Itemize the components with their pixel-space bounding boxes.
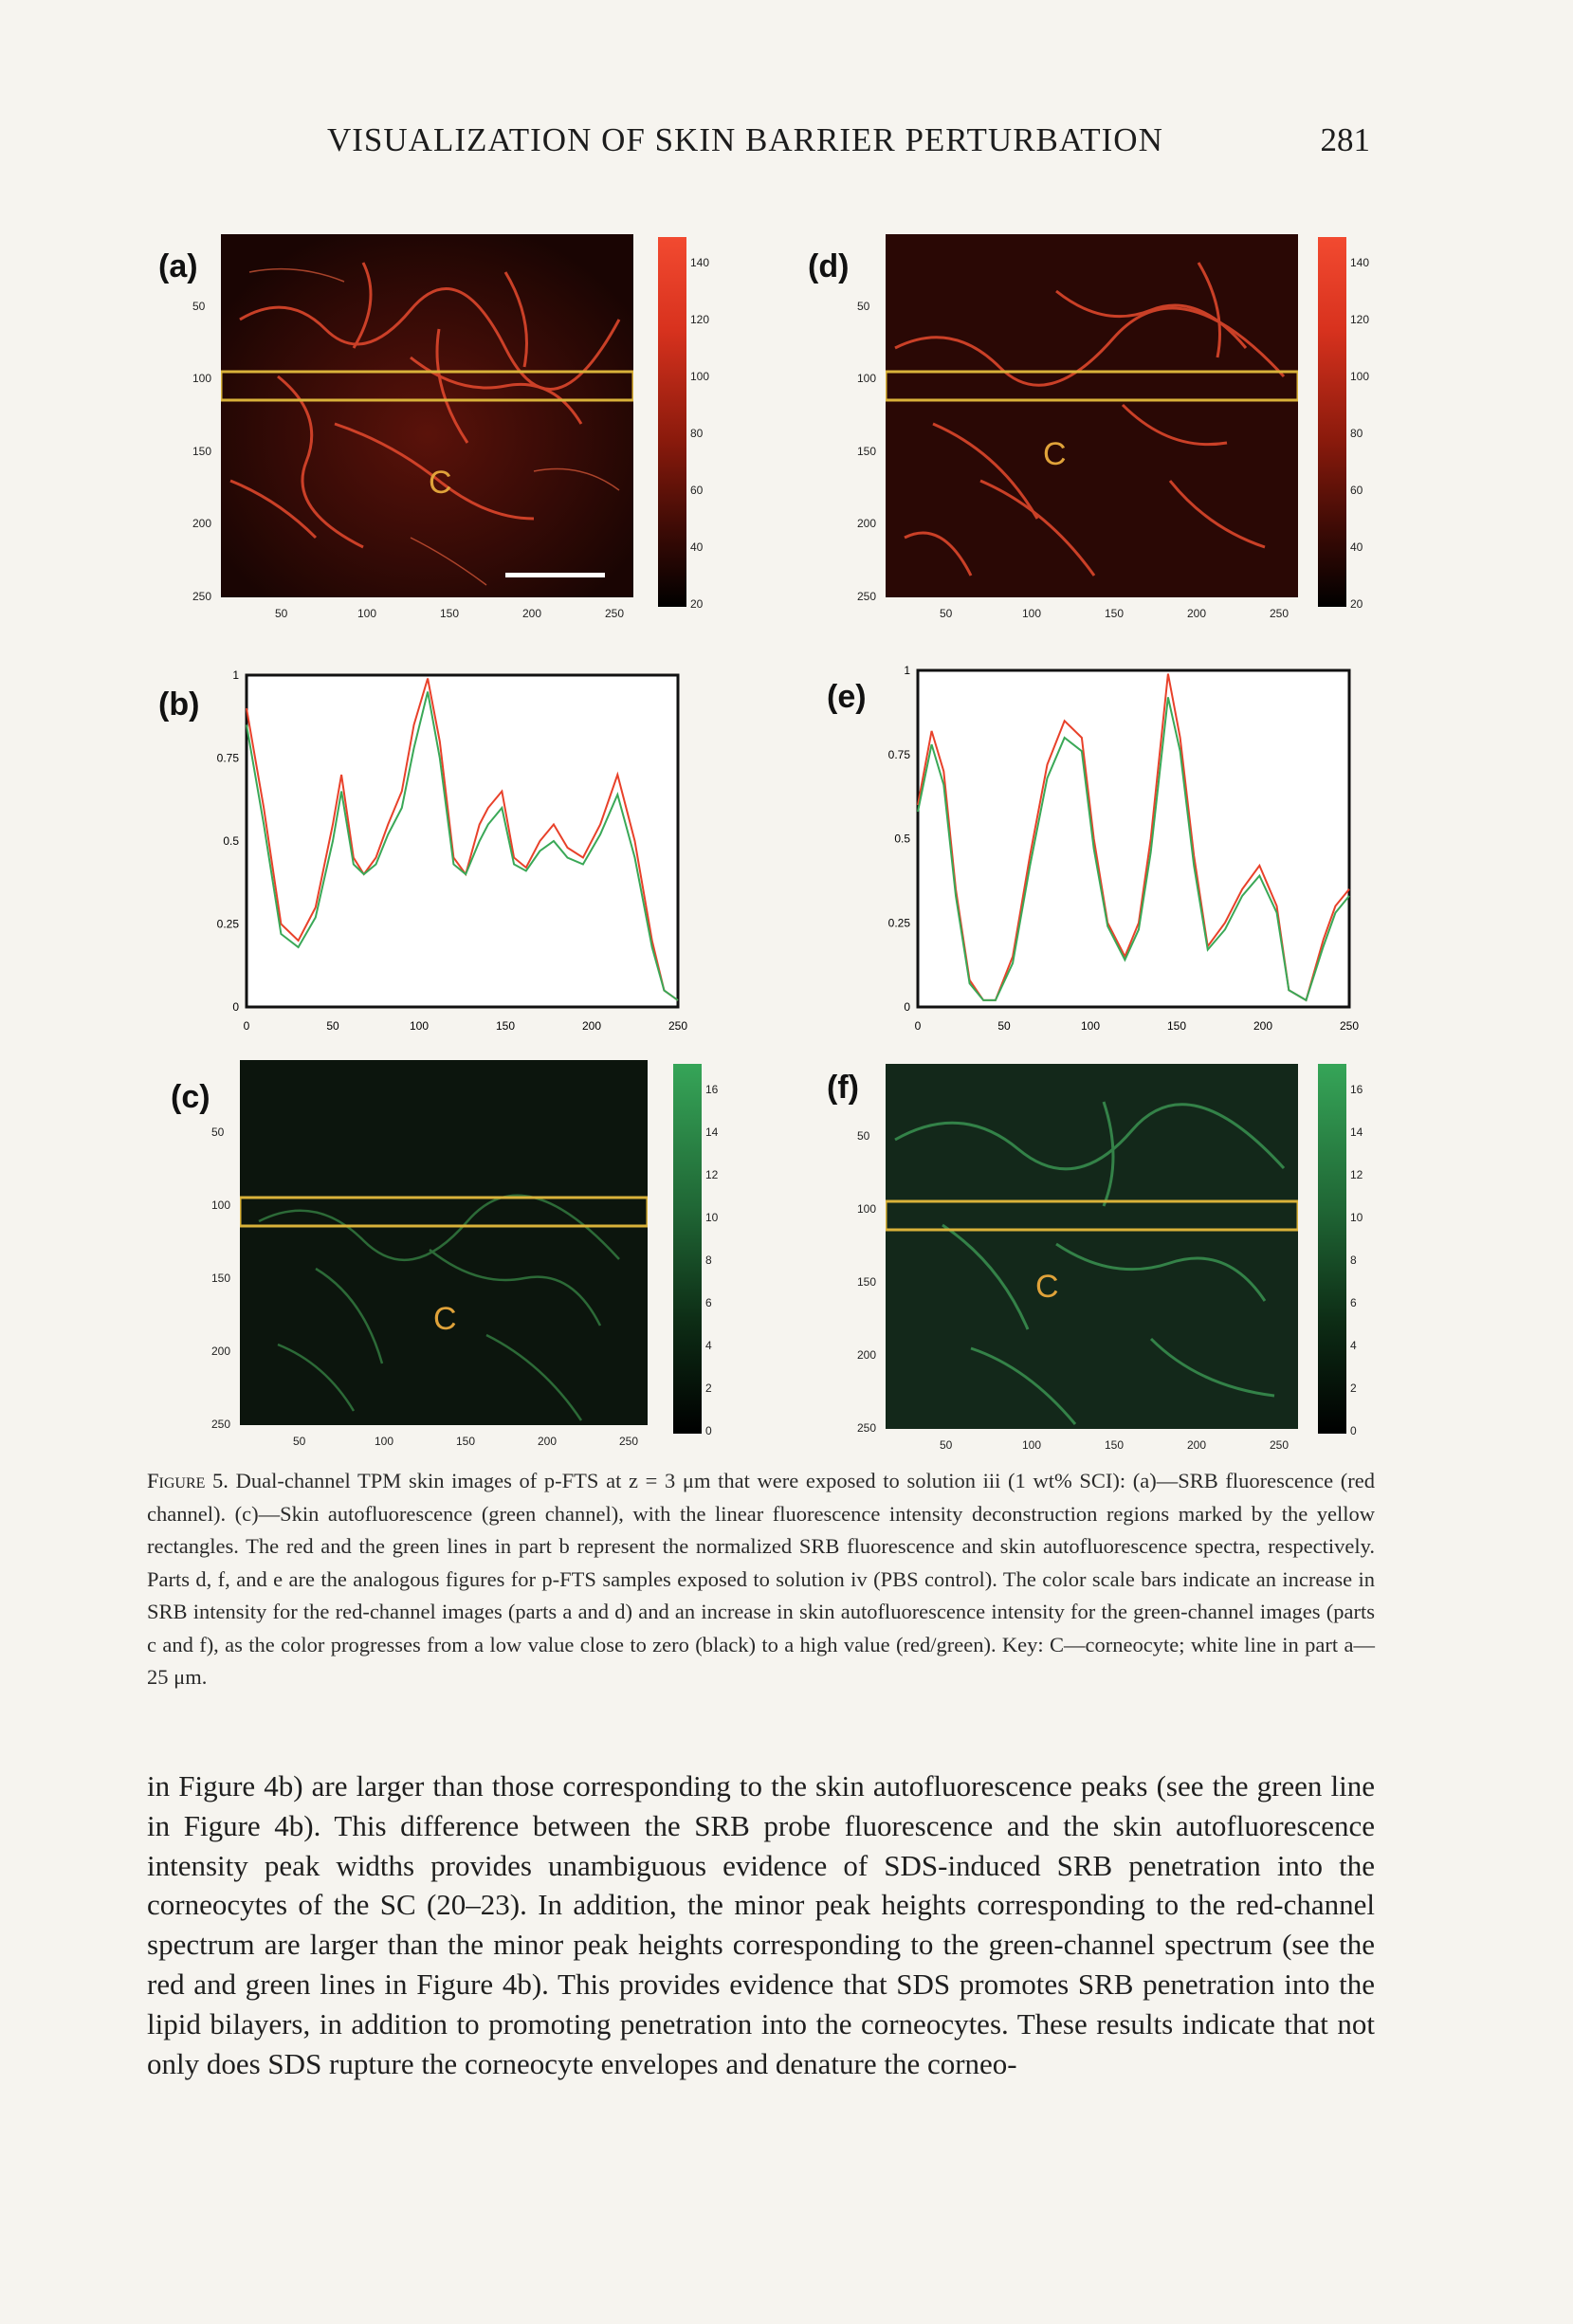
panel-label-c: (c)	[171, 1079, 210, 1115]
colorbar-tick-f: 2	[1350, 1382, 1357, 1395]
colorbar-tick-d: 140	[1350, 256, 1370, 269]
y-tick-c: 200	[211, 1345, 231, 1358]
image-f-green-channel	[886, 1064, 1298, 1429]
colorbar-tick-f: 6	[1350, 1296, 1357, 1309]
image-c-green-channel	[240, 1060, 648, 1425]
x-tick-c: 250	[619, 1435, 639, 1448]
y-tick-b: 0.25	[216, 917, 239, 931]
y-tick-b: 0	[232, 1000, 239, 1014]
y-tick-d: 50	[857, 299, 870, 313]
y-tick-c: 100	[211, 1199, 231, 1212]
y-tick-e: 0.75	[887, 747, 910, 761]
colorbar-tick-a: 140	[690, 256, 710, 269]
y-tick-d: 200	[857, 517, 877, 531]
colorbar-tick-f: 0	[1350, 1424, 1357, 1437]
colorbar-tick-a: 100	[690, 370, 710, 383]
plot-frame-b	[247, 675, 678, 1007]
colorbar-tick-f: 14	[1350, 1125, 1363, 1139]
colorbar-tick-a: 60	[690, 484, 704, 497]
y-tick-d: 150	[857, 444, 877, 458]
y-tick-f: 50	[857, 1129, 870, 1143]
colorbar-tick-c: 4	[705, 1339, 712, 1352]
colorbar-tick-f: 12	[1350, 1168, 1363, 1181]
y-tick-c: 50	[211, 1125, 225, 1139]
x-tick-e: 150	[1166, 1019, 1187, 1033]
colorbar-tick-a: 120	[690, 313, 710, 326]
x-tick-d: 250	[1270, 607, 1289, 620]
colorbar-tick-f: 8	[1350, 1253, 1357, 1267]
panel-label-a: (a)	[158, 248, 198, 284]
x-tick-e: 0	[914, 1019, 922, 1033]
colorbar-tick-c: 12	[705, 1168, 719, 1181]
caption-label: Figure 5.	[147, 1469, 229, 1492]
y-tick-f: 200	[857, 1348, 877, 1362]
running-title: VISUALIZATION OF SKIN BARRIER PERTURBATION	[327, 121, 1163, 158]
x-tick-a: 250	[605, 607, 625, 620]
x-tick-f: 200	[1187, 1438, 1207, 1452]
y-tick-a: 250	[192, 590, 212, 603]
line-plot-e	[861, 659, 1363, 1043]
x-tick-c: 100	[375, 1435, 394, 1448]
y-tick-c: 250	[211, 1418, 231, 1431]
y-tick-d: 100	[857, 372, 877, 386]
page-number: 281	[1320, 121, 1370, 158]
colorbar-c-green	[673, 1064, 702, 1434]
panel-label-b: (b)	[158, 686, 200, 723]
x-tick-c: 200	[538, 1435, 558, 1448]
corneocyte-label-c: C	[433, 1301, 457, 1337]
y-tick-e: 0.25	[887, 916, 910, 930]
colorbar-f-green	[1318, 1064, 1346, 1434]
figure-caption	[147, 1465, 1375, 1694]
colorbar-tick-d: 40	[1350, 540, 1363, 554]
x-tick-a: 150	[440, 607, 460, 620]
image-a-red-channel	[221, 234, 633, 597]
y-tick-a: 50	[192, 299, 206, 313]
panel-label-d: (d)	[808, 248, 850, 284]
colorbar-tick-d: 80	[1350, 427, 1363, 440]
y-tick-b: 0.75	[216, 751, 239, 765]
x-tick-b: 200	[581, 1019, 602, 1033]
x-tick-a: 100	[357, 607, 377, 620]
y-tick-e: 0	[904, 1000, 910, 1014]
x-tick-f: 150	[1105, 1438, 1125, 1452]
corneocyte-label-a: C	[429, 465, 452, 501]
caption-text: Dual-channel TPM skin images of p-FTS at z = 3 μm that were exposed to solution iii (1 wt% SCI): (a)—SRB fluorescence (red channel). (c)—Skin autofluorescence (green channel), with the linear fluorescence intensity deconstruction regions marked by the yellow rectangles. The red and the green lines in part b represent the normalized SRB fluorescence and skin autofluorescence spectra, respectively. Parts d, f, and e are the analogous figures for p-FTS samples exposed to solution iv (PBS control). The color scale bars indicate an increase in SRB intensity for the red-channel images (parts a and d) and an increase in skin autofluorescence intensity for the green-channel images (parts c and f), as the color progresses from a low value close to zero (black) to a high value (red/green). Key: C—corneocyte; white line in part a—25 μm.	[147, 1469, 1375, 1689]
y-tick-e: 0.5	[894, 832, 910, 846]
colorbar-tick-d: 120	[1350, 313, 1370, 326]
x-tick-a: 50	[275, 607, 288, 620]
colorbar-tick-a: 40	[690, 540, 704, 554]
y-tick-a: 100	[192, 372, 212, 386]
body-paragraph: in Figure 4b) are larger than those corresponding to the skin autofluorescence peaks (see the green line in Figure 4b). This difference between the SRB probe fluorescence and the skin autofluorescence intensity peak widths provides unambiguous evidence of SDS-induced SRB penetration into the corneocytes of the SC (20–23). In addition, the minor peak heights corresponding to the red-channel spectrum are larger than the minor peak heights corresponding to the green-channel spectrum (see the red and green lines in Figure 4b). This provides evidence that SDS promotes SRB penetration into the lipid bilayers, in addition to promoting penetration into the corneocytes. These results indicate that not only does SDS rupture the corneocyte envelopes and denature the corneo-	[147, 1769, 1375, 2080]
line-plot-b	[190, 664, 692, 1043]
x-tick-b: 0	[243, 1019, 250, 1033]
y-tick-c: 150	[211, 1272, 231, 1285]
y-tick-a: 150	[192, 444, 212, 458]
image-d-red-channel	[886, 234, 1298, 597]
x-tick-e: 100	[1080, 1019, 1101, 1033]
x-tick-a: 200	[522, 607, 542, 620]
x-tick-e: 250	[1339, 1019, 1360, 1033]
colorbar-tick-a: 20	[690, 597, 704, 611]
colorbar-a-red	[658, 237, 686, 607]
y-tick-b: 0.5	[223, 834, 239, 848]
colorbar-tick-c: 0	[705, 1424, 712, 1437]
x-tick-f: 250	[1270, 1438, 1289, 1452]
x-tick-d: 200	[1187, 607, 1207, 620]
x-tick-f: 50	[940, 1438, 953, 1452]
corneocyte-label-d: C	[1043, 436, 1067, 472]
corneocyte-label-f: C	[1035, 1269, 1059, 1305]
x-tick-f: 100	[1022, 1438, 1042, 1452]
colorbar-tick-c: 10	[705, 1211, 719, 1224]
panel-label-f: (f)	[827, 1070, 859, 1106]
x-tick-e: 50	[997, 1019, 1011, 1033]
y-tick-f: 150	[857, 1275, 877, 1289]
colorbar-tick-f: 10	[1350, 1211, 1363, 1224]
x-tick-b: 50	[326, 1019, 339, 1033]
colorbar-tick-c: 6	[705, 1296, 712, 1309]
y-tick-f: 250	[857, 1421, 877, 1435]
y-tick-b: 1	[232, 668, 239, 682]
y-tick-a: 200	[192, 517, 212, 531]
y-tick-e: 1	[904, 664, 910, 677]
x-tick-c: 50	[293, 1435, 306, 1448]
running-head	[327, 121, 1389, 169]
x-tick-b: 250	[668, 1019, 688, 1033]
colorbar-tick-c: 14	[705, 1125, 719, 1139]
y-tick-d: 250	[857, 590, 877, 603]
x-tick-d: 150	[1105, 607, 1125, 620]
colorbar-tick-d: 60	[1350, 484, 1363, 497]
colorbar-tick-f: 4	[1350, 1339, 1357, 1352]
colorbar-tick-c: 8	[705, 1253, 712, 1267]
x-tick-b: 150	[495, 1019, 516, 1033]
colorbar-tick-c: 16	[705, 1083, 719, 1096]
colorbar-tick-d: 20	[1350, 597, 1363, 611]
x-tick-c: 150	[456, 1435, 476, 1448]
y-tick-f: 100	[857, 1202, 877, 1216]
x-tick-d: 50	[940, 607, 953, 620]
panel-label-e: (e)	[827, 679, 867, 715]
colorbar-d-red	[1318, 237, 1346, 607]
colorbar-tick-d: 100	[1350, 370, 1370, 383]
colorbar-tick-f: 16	[1350, 1083, 1363, 1096]
colorbar-tick-a: 80	[690, 427, 704, 440]
colorbar-tick-c: 2	[705, 1382, 712, 1395]
x-tick-d: 100	[1022, 607, 1042, 620]
x-tick-e: 200	[1253, 1019, 1273, 1033]
x-tick-b: 100	[409, 1019, 430, 1033]
